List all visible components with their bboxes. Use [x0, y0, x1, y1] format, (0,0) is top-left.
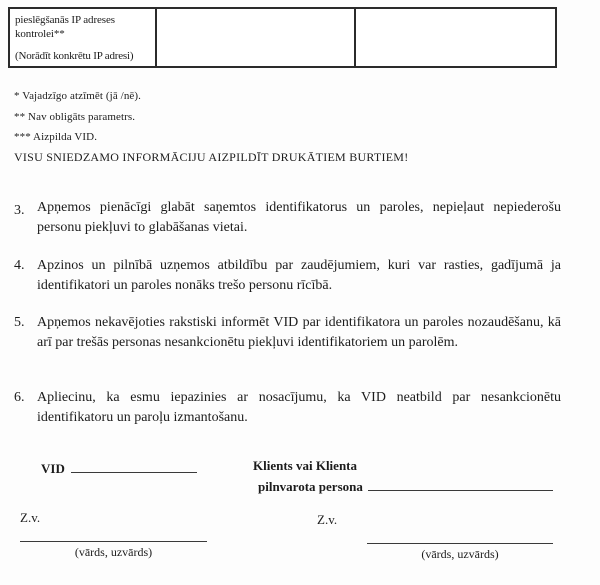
item-number: 3. [14, 203, 25, 218]
stamp-abbrev-left: Z.v. [20, 510, 41, 525]
client-label-line2 [253, 476, 553, 497]
table-cell-value-1 [156, 8, 355, 67]
list-item-3 [14, 198, 562, 238]
list-item-4 [14, 256, 562, 296]
vid-signature-row [41, 461, 197, 477]
client-label-line2-text: pilnvarota persona [258, 479, 363, 494]
client-signature-row [253, 455, 553, 497]
client-label-line1: Klients vai Klienta [253, 458, 357, 473]
ip-control-note: (Norādīt konkrētu IP adresi) [15, 50, 134, 62]
table-cell-ip-control-label [9, 8, 156, 67]
print-letters-notice: VISU SNIEDZAMO INFORMĀCIJU AIZPILDĪT DRUKĀTIEM BURTIEM! [14, 150, 409, 164]
vid-label: VID [41, 461, 65, 476]
item-text: Apņemos pienācīgi glabāt saņemtos identifikatorus un paroles, nepieļaut nepiederošu personu piekļuvi to glabāšanas vietai. [37, 200, 561, 235]
client-signature-line [368, 480, 553, 491]
item-text: Apzinos un pilnībā uzņemos atbildību par zaudējumiem, kuri var rasties, gadījumā ja identifikatori un paroles nonāks trešo personu rīcībā. [37, 258, 561, 293]
name-caption-left: (vārds, uzvārds) [74, 545, 153, 559]
item-number: 4. [14, 258, 25, 273]
table-cell-value-2 [355, 8, 556, 67]
name-line-left [20, 541, 207, 560]
item-text: Apņemos nekavējoties rakstiski informēt VID par identifikatora un paroles nozaudēšanu, kā arī par trešās personas nesankcionētu piekļuvi identifikatoriem un parolēm. [37, 315, 561, 350]
ip-control-label: pieslēgšanās IP adreses kontrolei** [15, 14, 115, 40]
list-item-5 [14, 313, 562, 353]
vid-signature-line [71, 462, 197, 473]
name-caption-right: (vārds, uzvārds) [421, 547, 499, 561]
item-number: 6. [14, 390, 25, 405]
footnote-required-mark: * Vajadzīgo atzīmēt (jā /nē). [14, 90, 142, 102]
name-signature-line-left [20, 541, 207, 542]
item-text: Apliecinu, ka esmu iepazinies ar nosacījumu, ka VID neatbild par nesankcionētu identifikatoru un paroļu izmantošanu. [37, 390, 561, 425]
footnote-filled-by-vid: *** Aizpilda VID. [14, 131, 98, 143]
footnote-optional-param: ** Nav obligāts parametrs. [14, 111, 136, 123]
stamp-abbrev-right: Z.v. [317, 512, 338, 527]
name-line-right [367, 543, 553, 562]
list-item-6 [14, 388, 562, 428]
table-row [9, 8, 556, 67]
ip-address-table [8, 7, 557, 68]
name-signature-line-right [367, 543, 553, 544]
item-number: 5. [14, 315, 25, 330]
